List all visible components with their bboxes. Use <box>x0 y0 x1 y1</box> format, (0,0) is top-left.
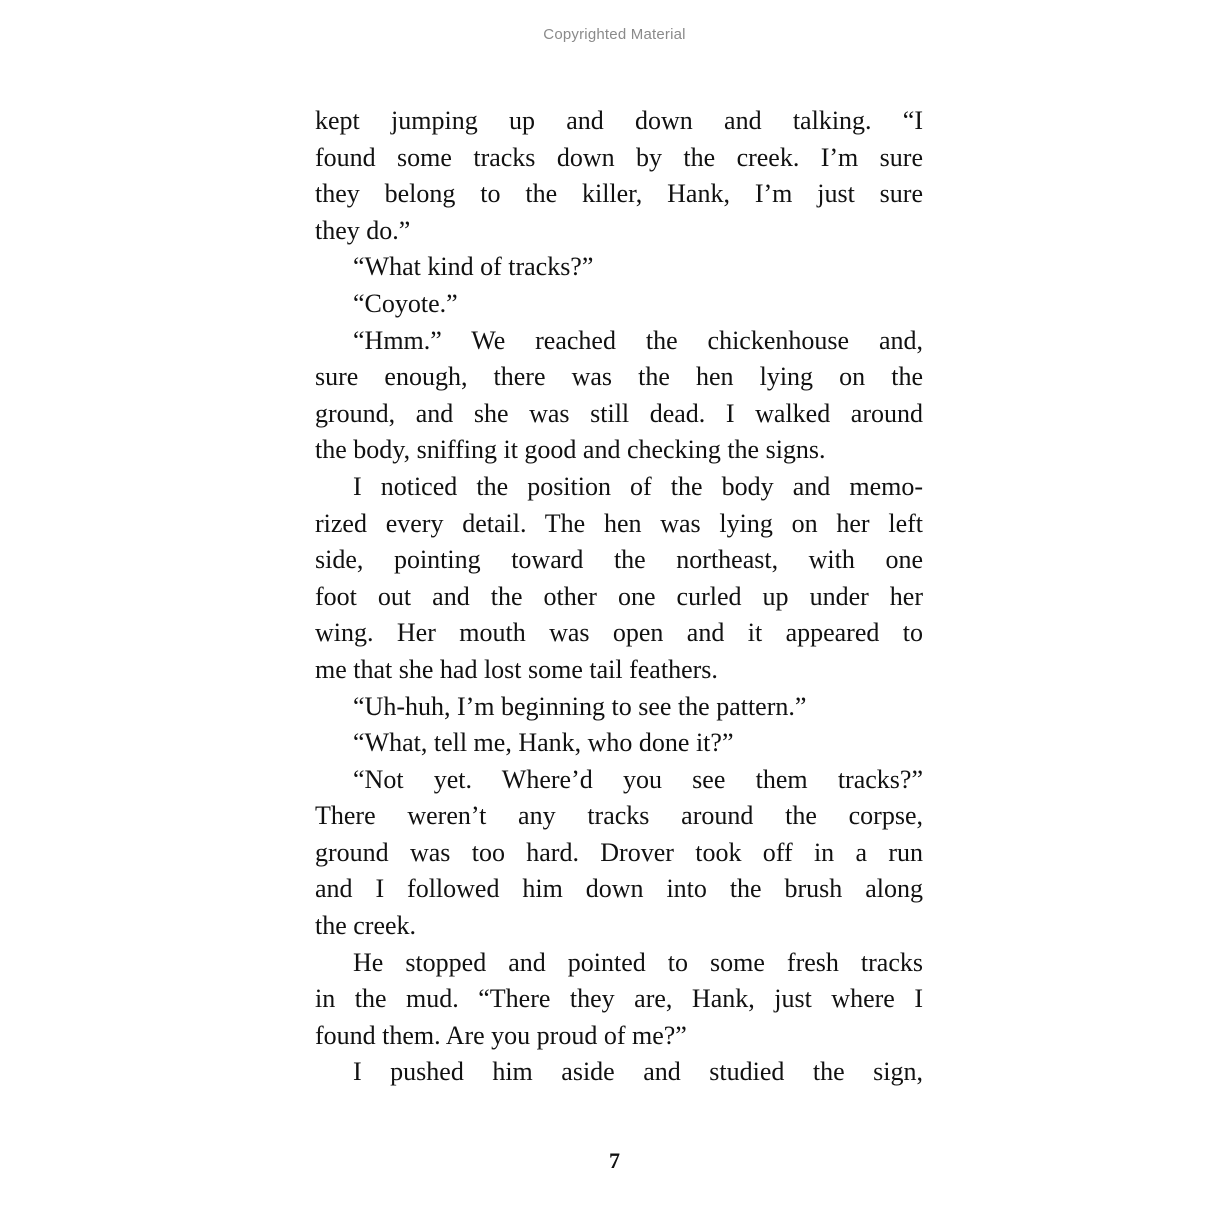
text-line: side, pointing toward the northeast, with one <box>315 545 923 575</box>
text-line: me that she had lost some tail feathers. <box>315 654 718 684</box>
text-line: wing. Her mouth was open and it appeared to <box>315 618 923 648</box>
copyright-header: Copyrighted Material <box>543 26 686 43</box>
text-line: “Coyote.” <box>353 288 458 318</box>
page-body-text <box>315 103 923 1091</box>
text-line: He stopped and pointed to some fresh tracks <box>353 947 923 977</box>
text-line: found some tracks down by the creek. I’m sure <box>315 142 923 172</box>
page-number: 7 <box>609 1148 620 1173</box>
text-line: I pushed him aside and studied the sign, <box>353 1057 923 1087</box>
text-line: sure enough, there was the hen lying on the <box>315 362 923 392</box>
text-line: in the mud. “There they are, Hank, just where I <box>315 984 923 1014</box>
text-line: “Not yet. Where’d you see them tracks?” <box>353 764 923 794</box>
text-line: the body, sniffing it good and checking the signs. <box>315 435 826 465</box>
text-line: “What, tell me, Hank, who done it?” <box>353 728 734 758</box>
text-line: they do.” <box>315 215 411 245</box>
text-line: kept jumping up and down and talking. “I <box>315 106 923 135</box>
text-line: and I followed him down into the brush along <box>315 874 923 904</box>
text-line: found them. Are you proud of me?” <box>315 1020 687 1050</box>
text-line: ground, and she was still dead. I walked around <box>315 398 923 428</box>
text-line: foot out and the other one curled up under her <box>315 581 923 611</box>
text-line: I noticed the position of the body and memo- <box>353 471 923 501</box>
text-line: There weren’t any tracks around the corpse, <box>315 801 923 831</box>
text-line: they belong to the killer, Hank, I’m just sure <box>315 179 923 209</box>
text-line: “What kind of tracks?” <box>353 252 594 282</box>
text-line: “Hmm.” We reached the chickenhouse and, <box>353 325 923 355</box>
text-line: ground was too hard. Drover took off in a run <box>315 837 923 867</box>
text-line: rized every detail. The hen was lying on her left <box>315 508 923 538</box>
text-line: the creek. <box>315 911 417 941</box>
text-line: “Uh-huh, I’m beginning to see the pattern.” <box>353 691 807 721</box>
